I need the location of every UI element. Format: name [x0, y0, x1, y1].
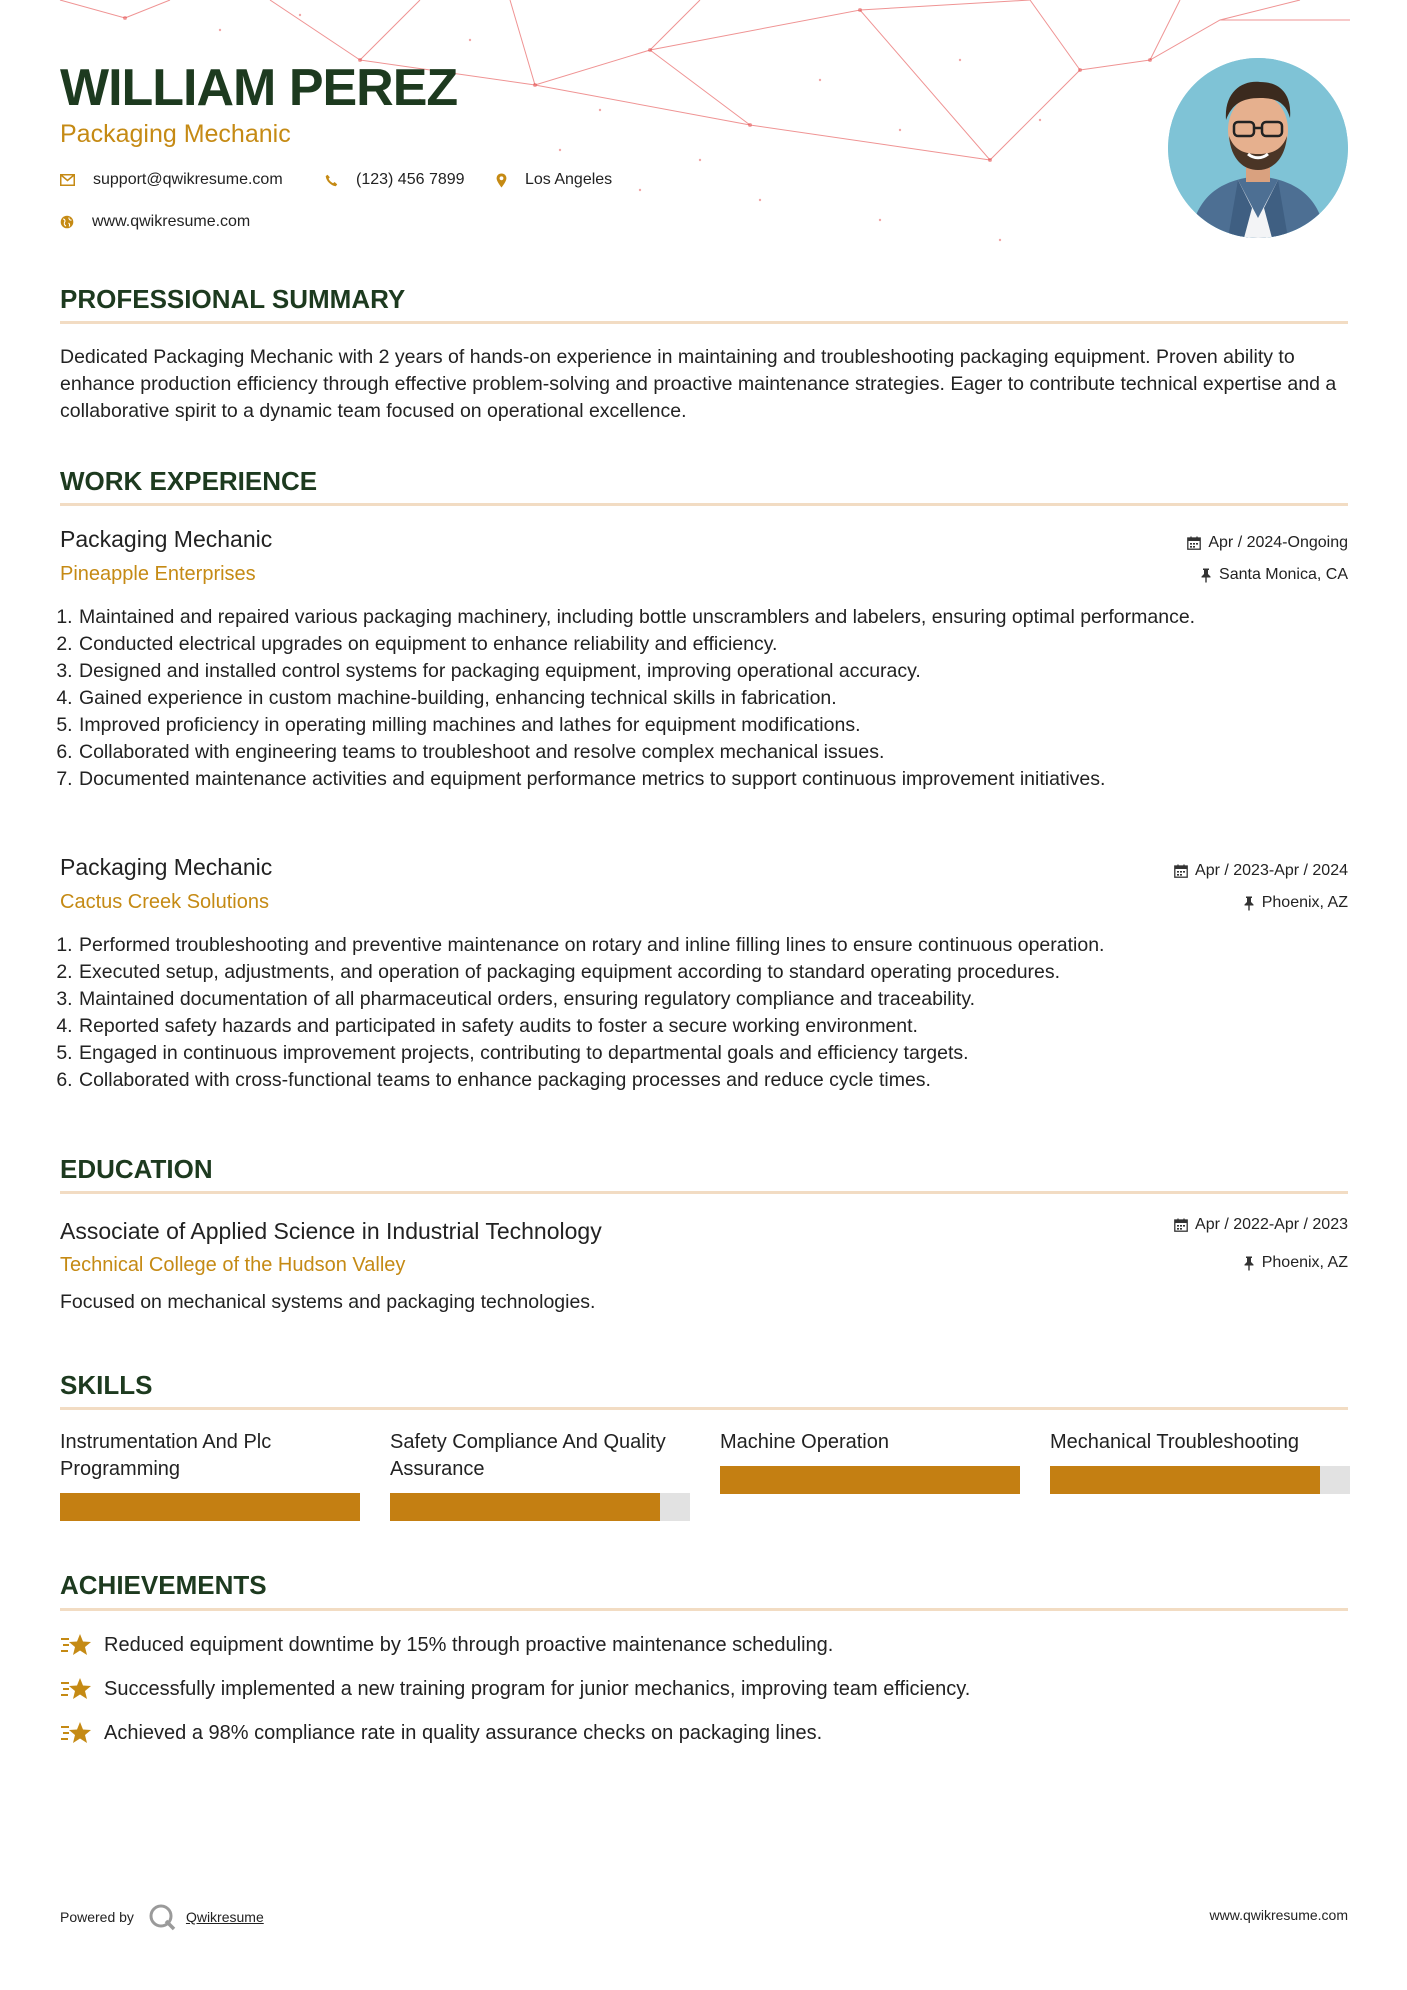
- job-dates-text: Apr / 2023-Apr / 2024: [1195, 862, 1348, 879]
- star-icon: [60, 1720, 92, 1746]
- skill-name: Mechanical Troubleshooting: [1050, 1431, 1300, 1453]
- list-item: 5. Improved proficiency in operating milling machines and lathes for equipment modifications.: [78, 712, 1328, 739]
- list-item: 7. Documented maintenance activities and equipment performance metrics to support continuous improvement initiatives.: [78, 766, 1328, 793]
- achievement-item: [60, 1632, 833, 1658]
- skill-level-fill: [60, 1493, 360, 1521]
- list-item: 4. Gained experience in custom machine-building, enhancing technical skills in fabrication.: [78, 685, 1328, 712]
- skill-item: [1050, 1429, 1350, 1494]
- pushpin-icon: [1200, 568, 1212, 583]
- job-company: Cactus Creek Solutions: [60, 891, 269, 913]
- skill-level-bar: [390, 1493, 690, 1521]
- list-item: 1. Maintained and repaired various packaging machinery, including bottle unscramblers and labelers, ensuring optimal performance.: [78, 604, 1328, 631]
- star-icon: [60, 1632, 92, 1658]
- list-item: 3. Maintained documentation of all pharmaceutical orders, ensuring regulatory compliance and traceability.: [78, 986, 1328, 1013]
- education-heading: EDUCATION: [60, 1154, 213, 1184]
- skill-level-fill: [390, 1493, 660, 1521]
- qwikresume-logo-icon: [148, 1903, 176, 1931]
- list-item: 6. Collaborated with cross-functional teams to enhance packaging processes and reduce cycle times.: [78, 1067, 1328, 1094]
- achievements-heading: ACHIEVEMENTS: [60, 1570, 267, 1600]
- job-location-text: Santa Monica, CA: [1219, 566, 1348, 583]
- list-item: 5. Engaged in continuous improvement projects, contributing to departmental goals and efficiency targets.: [78, 1040, 1328, 1067]
- footer-url[interactable]: www.qwikresume.com: [1209, 1907, 1348, 1923]
- website-text: www.qwikresume.com: [92, 213, 251, 230]
- location-text: Los Angeles: [525, 171, 613, 188]
- skill-level-bar: [1050, 1466, 1350, 1494]
- achievement-text: Reduced equipment downtime by 15% through proactive maintenance scheduling.: [104, 1633, 834, 1656]
- achievement-text: Successfully implemented a new training program for junior mechanics, improving team efficiency.: [104, 1677, 971, 1700]
- job-dates-text: Apr / 2024-Ongoing: [1208, 534, 1348, 551]
- skills-heading: SKILLS: [60, 1370, 153, 1400]
- contact-location: [496, 171, 612, 189]
- education-dates: [1174, 1216, 1348, 1234]
- calendar-icon: [1174, 1218, 1188, 1232]
- job-title: Packaging Mechanic: [60, 854, 273, 880]
- skill-name: Instrumentation And Plc Programming: [60, 1431, 272, 1480]
- skill-name: Machine Operation: [720, 1431, 889, 1453]
- skill-item: [720, 1429, 1020, 1494]
- degree-title: Associate of Applied Science in Industrial Technology: [60, 1218, 602, 1244]
- skill-item: [390, 1429, 690, 1521]
- skill-level-bar: [60, 1493, 360, 1521]
- job-dates: [1174, 862, 1348, 880]
- star-icon: [60, 1676, 92, 1702]
- education-divider: [60, 1191, 1348, 1194]
- envelope-icon: [60, 174, 75, 186]
- powered-by-label: Powered by: [60, 1909, 134, 1925]
- globe-icon: [60, 215, 74, 229]
- skill-level-fill: [720, 1466, 1020, 1494]
- achievement-item: [60, 1720, 822, 1746]
- footer-powered-by: [60, 1903, 264, 1931]
- pushpin-icon: [1243, 896, 1255, 911]
- candidate-name: WILLIAM PEREZ: [60, 59, 458, 117]
- list-item: 4. Reported safety hazards and participated in safety audits to foster a secure working environment.: [78, 1013, 1328, 1040]
- achievement-text: Achieved a 98% compliance rate in quality assurance checks on packaging lines.: [104, 1721, 823, 1744]
- job-location-text: Phoenix, AZ: [1261, 894, 1348, 911]
- summary-heading: PROFESSIONAL SUMMARY: [60, 284, 406, 314]
- profile-photo: [1168, 58, 1348, 238]
- skill-item: [60, 1429, 360, 1521]
- school-name: Technical College of the Hudson Valley: [60, 1254, 406, 1276]
- summary-text: Dedicated Packaging Mechanic with 2 years of hands-on experience in maintaining and troubleshooting packaging equipment. Proven ability to enhance production efficiency through effective problem-solving and proactive maintenance strategies. Eager to contribute technical expertise and a collaborative spirit to a dynamic team focused on operational excellence.: [60, 346, 1337, 422]
- contact-email[interactable]: [60, 171, 283, 189]
- qwikresume-link[interactable]: Qwikresume: [185, 1909, 264, 1925]
- education-location: [1243, 1254, 1348, 1272]
- job-dates: [1187, 534, 1348, 552]
- contact-website[interactable]: [60, 213, 250, 231]
- list-item: 1. Performed troubleshooting and preventive maintenance on rotary and inline filling lines to ensure continuous operation.: [78, 932, 1328, 959]
- job-location: [1200, 566, 1348, 584]
- list-item: 6. Collaborated with engineering teams to troubleshoot and resolve complex mechanical issues.: [78, 739, 1328, 766]
- map-pin-icon: [496, 173, 507, 188]
- list-item: 2. Conducted electrical upgrades on equipment to enhance reliability and efficiency.: [78, 631, 1328, 658]
- achievements-divider: [60, 1608, 1348, 1611]
- experience-divider: [60, 503, 1348, 506]
- job-bullets: [60, 604, 1328, 793]
- education-description: Focused on mechanical systems and packaging technologies.: [60, 1291, 596, 1313]
- list-item: 3. Designed and installed control systems for packaging equipment, improving operational accuracy.: [78, 658, 1328, 685]
- list-item: 2. Executed setup, adjustments, and operation of packaging equipment according to standard operating procedures.: [78, 959, 1328, 986]
- education-dates-text: Apr / 2022-Apr / 2023: [1195, 1216, 1348, 1233]
- skill-level-bar: [720, 1466, 1020, 1494]
- contact-phone[interactable]: [325, 171, 465, 189]
- skill-name: Safety Compliance And Quality Assurance: [390, 1431, 666, 1480]
- calendar-icon: [1187, 536, 1201, 550]
- job-title: Packaging Mechanic: [60, 526, 273, 552]
- calendar-icon: [1174, 864, 1188, 878]
- pushpin-icon: [1243, 1256, 1255, 1271]
- phone-text: (123) 456 7899: [356, 171, 465, 188]
- candidate-title: Packaging Mechanic: [60, 120, 291, 148]
- education-location-text: Phoenix, AZ: [1261, 1254, 1348, 1271]
- skill-level-fill: [1050, 1466, 1320, 1494]
- job-location: [1243, 894, 1348, 912]
- summary-divider: [60, 321, 1348, 324]
- skills-divider: [60, 1407, 1348, 1410]
- phone-icon: [325, 174, 338, 187]
- achievement-item: [60, 1676, 970, 1702]
- experience-heading: WORK EXPERIENCE: [60, 466, 318, 496]
- email-text: support@qwikresume.com: [93, 171, 283, 188]
- job-bullets: [60, 932, 1328, 1094]
- job-company: Pineapple Enterprises: [60, 563, 256, 585]
